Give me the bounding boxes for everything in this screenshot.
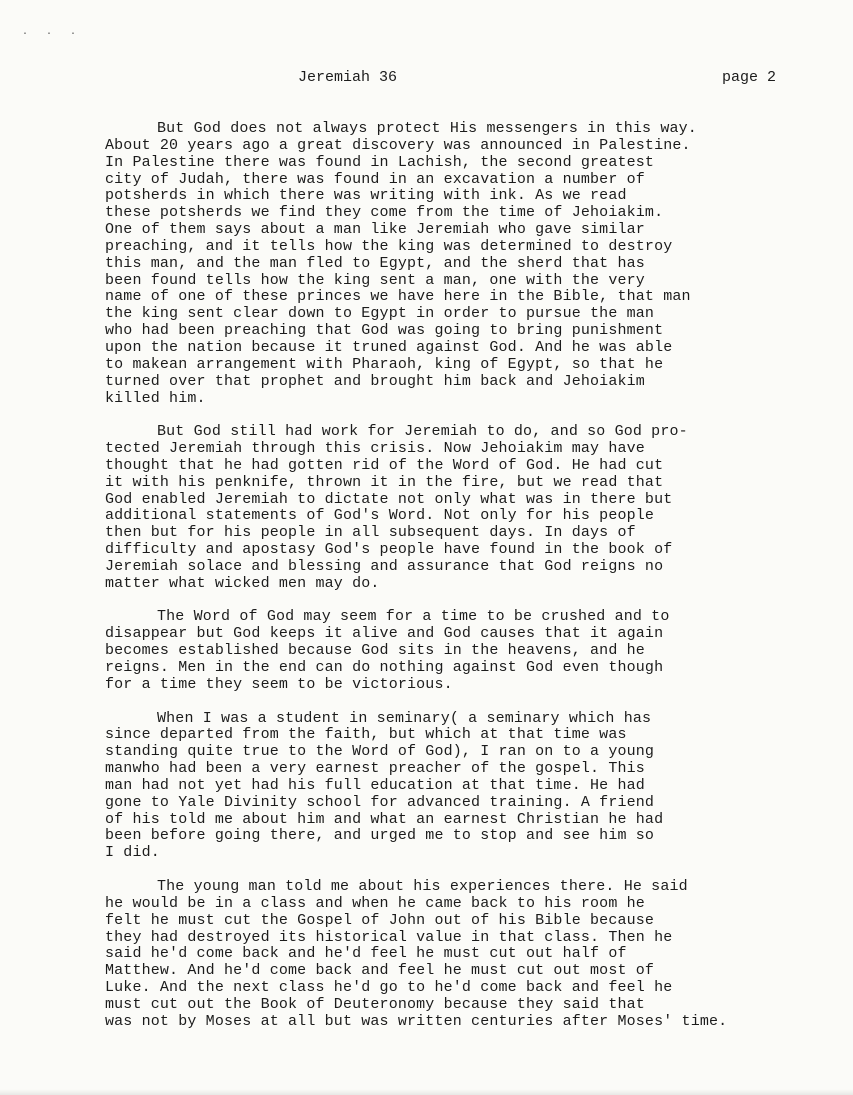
text-line: the king sent clear down to Egypt in order to pursue the man bbox=[105, 305, 655, 323]
text-line: Jeremiah solace and blessing and assurance that God reigns no bbox=[105, 557, 664, 575]
paragraph-3 bbox=[105, 609, 805, 693]
text-line: I did. bbox=[105, 844, 160, 862]
text-line: About 20 years ago a great discovery was announced in Palestine. bbox=[105, 136, 691, 154]
text-line: But God does not always protect His messengers in this way. bbox=[157, 120, 697, 137]
text-line: then but for his people in all subsequent days. In days of bbox=[105, 524, 636, 542]
text-line: he would be in a class and when he came back to his room he bbox=[105, 894, 645, 912]
page-bottom-edge bbox=[0, 1089, 853, 1095]
text-line: felt he must cut the Gospel of John out of his Bible because bbox=[105, 911, 655, 929]
page-title: Jeremiah 36 bbox=[298, 69, 398, 86]
page-number: page 2 bbox=[722, 69, 777, 86]
text-line: thought that he had gotten rid of the Word of God. He had cut bbox=[105, 456, 664, 474]
text-line: been found tells how the king sent a man, one with the very bbox=[105, 271, 645, 289]
text-line: The Word of God may seem for a time to be crushed and to bbox=[157, 608, 670, 626]
text-line: was not by Moses at all but was written centuries after Moses' time. bbox=[105, 1012, 728, 1030]
text-line: difficulty and apostasy God's people have found in the book of bbox=[105, 541, 673, 559]
paragraph-5 bbox=[105, 879, 805, 1031]
text-line: name of one of these princes we have here in the Bible, that man bbox=[105, 288, 691, 306]
text-line: potsherds in which there was writing with ink. As we read bbox=[105, 187, 627, 205]
text-line: tected Jeremiah through this crisis. Now Jehoiakim may have bbox=[105, 440, 645, 458]
text-line: for a time they seem to be victorious. bbox=[105, 675, 453, 693]
text-line: been before going there, and urged me to stop and see him so bbox=[105, 827, 655, 845]
text-line: must cut out the Book of Deuteronomy because they said that bbox=[105, 995, 645, 1013]
text-line: gone to Yale Divinity school for advanced training. A friend bbox=[105, 793, 655, 811]
text-line: Luke. And the next class he'd go to he'd come back and feel he bbox=[105, 979, 673, 997]
paragraph-4 bbox=[105, 711, 805, 863]
text-line: turned over that prophet and brought him back and Jehoiakim bbox=[105, 372, 645, 390]
text-line: additional statements of God's Word. Not only for his people bbox=[105, 507, 655, 525]
text-line: The young man told me about his experiences there. He said bbox=[157, 877, 688, 895]
text-line: One of them says about a man like Jeremiah who gave similar bbox=[105, 221, 645, 239]
text-line: disappear but God keeps it alive and God causes that it again bbox=[105, 625, 664, 643]
text-line: who had been preaching that God was going to bring punishment bbox=[105, 322, 664, 340]
text-line: to makean arrangement with Pharaoh, king of Egypt, so that he bbox=[105, 355, 664, 373]
text-line: since departed from the faith, but which at that time was bbox=[105, 726, 627, 744]
text-line: matter what wicked men may do. bbox=[105, 574, 380, 592]
text-line: manwho had been a very earnest preacher of the gospel. This bbox=[105, 760, 645, 778]
document-body bbox=[105, 121, 805, 1047]
paragraph-1 bbox=[105, 121, 805, 407]
text-line: they had destroyed its historical value in that class. Then he bbox=[105, 928, 673, 946]
text-line: this man, and the man fled to Egypt, and the sherd that has bbox=[105, 254, 645, 272]
text-line: becomes established because God sits in the heavens, and he bbox=[105, 642, 645, 660]
text-line: standing quite true to the Word of God), I ran on to a young bbox=[105, 743, 655, 761]
text-line: In Palestine there was found in Lachish, the second greatest bbox=[105, 153, 655, 171]
text-line: preaching, and it tells how the king was determined to destroy bbox=[105, 237, 673, 255]
text-line: said he'd come back and he'd feel he must cut out half of bbox=[105, 945, 627, 963]
text-line: When I was a student in seminary( a seminary which has bbox=[157, 709, 652, 727]
scan-specks: · · · bbox=[22, 29, 83, 40]
text-line: upon the nation because it truned against God. And he was able bbox=[105, 338, 673, 356]
text-line: reigns. Men in the end can do nothing against God even though bbox=[105, 659, 664, 676]
text-line: God enabled Jeremiah to dictate not only what was in there but bbox=[105, 490, 673, 508]
text-line: man had not yet had his full education at that time. He had bbox=[105, 776, 645, 794]
text-line: killed him. bbox=[105, 389, 206, 407]
text-line: Matthew. And he'd come back and feel he must cut out most of bbox=[105, 962, 655, 980]
text-line: it with his penknife, thrown it in the fire, but we read that bbox=[105, 473, 664, 491]
text-line: these potsherds we find they come from the time of Jehoiakim. bbox=[105, 204, 664, 222]
paragraph-2 bbox=[105, 424, 805, 592]
text-line: city of Judah, there was found in an excavation a number of bbox=[105, 170, 645, 188]
text-line: of his told me about him and what an earnest Christian he had bbox=[105, 810, 664, 828]
text-line: But God still had work for Jeremiah to do, and so God pro- bbox=[157, 423, 688, 441]
